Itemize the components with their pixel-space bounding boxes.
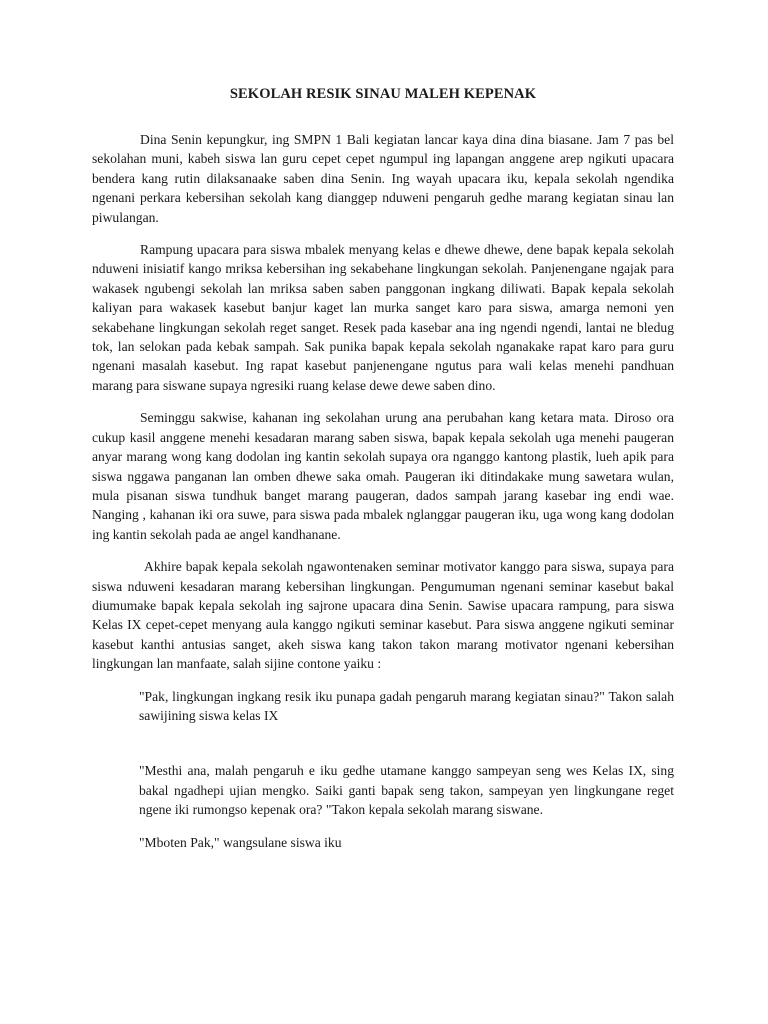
paragraph-4: Akhire bapak kepala sekolah ngawontenaken seminar motivator kanggo para siswa, supaya para siswa nduweni kesadaran marang kebersihan lingkungan. Pengumuman ngenani seminar kasebut bakal diumumake bapak kepala sekolah ing sajrone upacara dina Senin. Sawise upacara rampung, para siswa Kelas IX cepet-cepet menyang aula kanggo ngikuti seminar kasebut. Para siswa anggene ngikuti seminar kasebut kanthi antusias sanget, akeh siswa kang takon takon marang motivator ngenani kebersihan lingkungan lan manfaate, salah sijine contone yaiku : — [92, 559, 674, 672]
document-body — [92, 86, 674, 865]
dialogue-quote-2: "Mesthi ana, malah pengaruh e iku gedhe utamane kanggo sampeyan seng wes Kelas IX, sing bakal ngadhepi ujian mengko. Saiki ganti bapak seng takon, sampeyan yen lingkungane reget ngene iki rumongso kepenak ora? "Takon kepala sekolah marang siswane. — [139, 763, 674, 818]
paragraph-2: Rampung upacara para siswa mbalek menyang kelas e dhewe dhewe, dene bapak kepala sekolah nduweni inisiatif kango mriksa kebersihan ing sekabehane lingkungan sekolah. Panjenengane ngajak para wakasek ngubengi sekolah lan mriksa saben saben panggonan ingkang diliwati. Bapak kepala sekolah kaliyan para wakasek kasebut banjur kaget lan murka sanget karo para siswa, amarga nemoni yen sekabehane lingkungan sekolah reget sanget. Resek pada kasebar ana ing ngendi ngendi, lantai ne bledug tok, lan selokan pada kebak sampah. Sak punika bapak kepala sekolah nganakake rapat karo para guru ngenani masalah kasebut. Ing rapat kasebut panjenengane ngutus para wali kelas menehi pandhuan marang para siswane supaya ngresiki ruang kelase dewe dewe saben dino. — [92, 242, 674, 393]
document-title: SEKOLAH RESIK SINAU MALEH KEPENAK — [229, 86, 537, 102]
dialogue-quote-1: "Pak, lingkungan ingkang resik iku punapa gadah pengaruh marang kegiatan sinau?" Takon salah sawijining siswa kelas IX — [139, 688, 674, 723]
paragraph-1: Dina Senin kepungkur, ing SMPN 1 Bali kegiatan lancar kaya dina dina biasane. Jam 7 pas bel sekolahan muni, kabeh siswa lan guru cepet cepet ngumpul ing lapangan anggene arep ngikuti upacara bendera kang rutin dilaksanaake saben dina Senin. Ing wayah upacara iku, kepala sekolah ngendika ngenani perkara kebersihan sekolah kang dianggep nduweni pengaruh gedhe marang kegiatan sinau lan piwulangan. — [92, 132, 674, 225]
paragraph-3: Seminggu sakwise, kahanan ing sekolahan urung ana perubahan kang ketara mata. Diroso ora cukup kasil anggene menehi kesadaran marang saben siswa, bapak kepala sekolah uga menehi paugeran anyar marang wong kang dodolan ing kantin sekolah supaya ora nganggo kantong plastik, lueh apik para siswa nggawa panganan lan omben dhewe saka omah. Paugeran iki ditindakake mung sawetara wulan, mula pisanan siswa tundhuk banget marang paugeran, dados sampah jarang kasebar ing endi wae. Nanging , kahanan iki ora suwe, para siswa pada mbalek nglanggar paugeran iku, uga wong kang dodolan ing kantin sekolah pada ae angel kandhanane. — [92, 410, 674, 542]
dialogue-quote-3: "Mboten Pak," wangsulane siswa iku — [139, 834, 342, 850]
